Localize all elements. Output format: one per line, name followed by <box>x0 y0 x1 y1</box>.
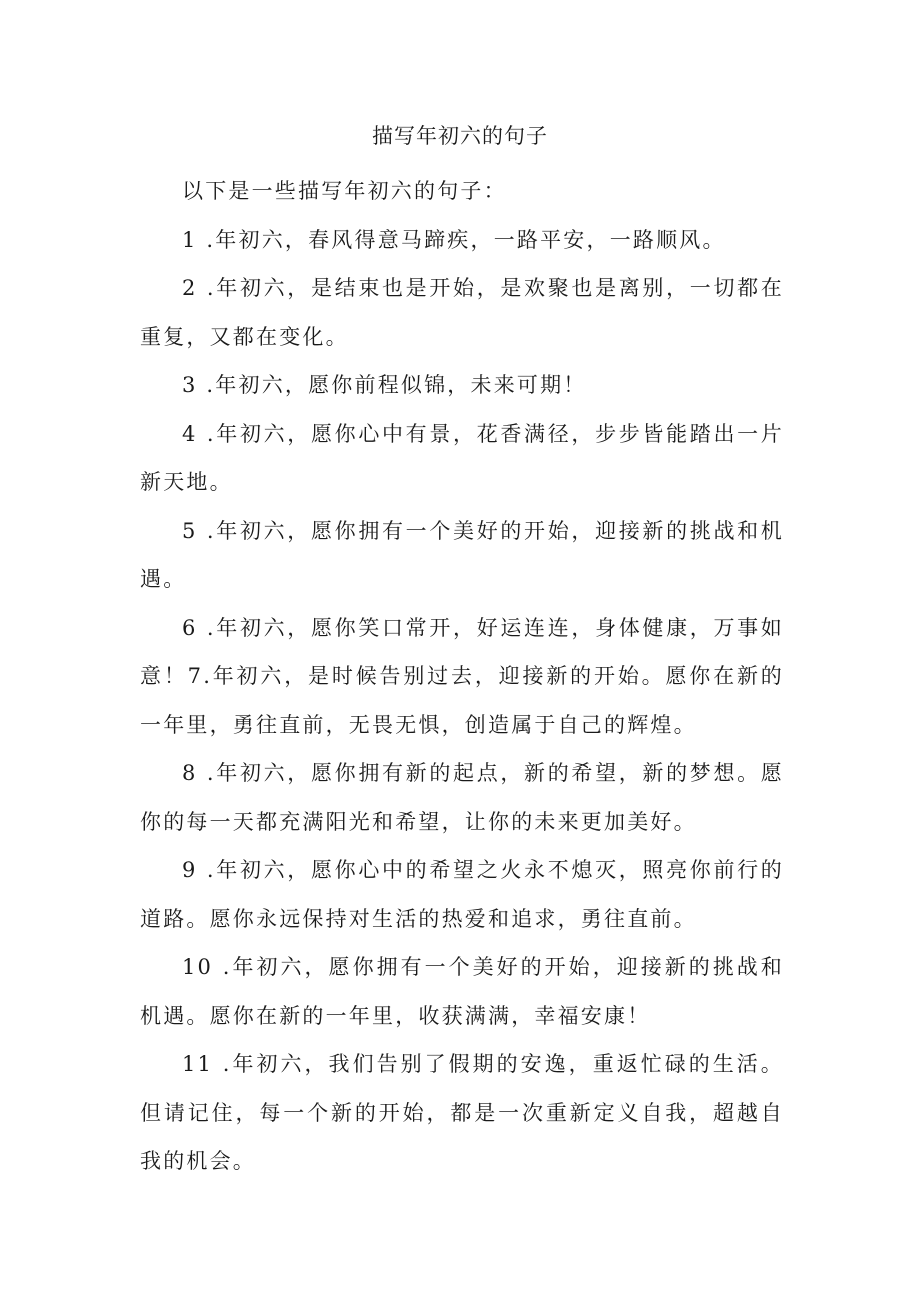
paragraph-9: 9 .年初六，愿你心中的希望之火永不熄灭，照亮你前行的道路。愿你永远保持对生活的热爱和追求，勇往直前。 <box>140 858 784 931</box>
paragraph-3: 3 .年初六，愿你前程似锦，未来可期！ <box>182 373 587 397</box>
paragraph-10: 10 .年初六，愿你拥有一个美好的开始，迎接新的挑战和机遇。愿你在新的一年里，收获满满，幸福安康！ <box>140 955 784 1028</box>
document-body <box>140 167 784 1186</box>
paragraph-2: 2 .年初六，是结束也是开始，是欢聚也是离别，一切都在重复，又都在变化。 <box>140 276 784 349</box>
paragraph-11: 11 .年初六，我们告别了假期的安逸，重返忙碌的生活。但请记住，每一个新的开始，都是一次重新定义自我，超越自我的机会。 <box>140 1052 784 1173</box>
paragraph-4: 4 .年初六，愿你心中有景，花香满径，步步皆能踏出一片新天地。 <box>140 421 784 494</box>
paragraph-8: 8 .年初六，愿你拥有新的起点，新的希望，新的梦想。愿你的每一天都充满阳光和希望，让你的未来更加美好。 <box>140 761 784 834</box>
document-title: 描写年初六的句子 <box>372 124 548 148</box>
paragraph-6: 6 .年初六，愿你笑口常开，好运连连，身体健康，万事如意！7.年初六，是时候告别过去，迎接新的开始。愿你在新的一年里，勇往直前，无畏无惧，创造属于自己的辉煌。 <box>140 615 784 737</box>
paragraph-1: 1 .年初六，春风得意马蹄疾，一路平安，一路顺风。 <box>182 227 726 252</box>
paragraph-5: 5 .年初六，愿你拥有一个美好的开始，迎接新的挑战和机遇。 <box>140 518 784 591</box>
intro-paragraph: 以下是一些描写年初六的句子： <box>182 179 507 203</box>
